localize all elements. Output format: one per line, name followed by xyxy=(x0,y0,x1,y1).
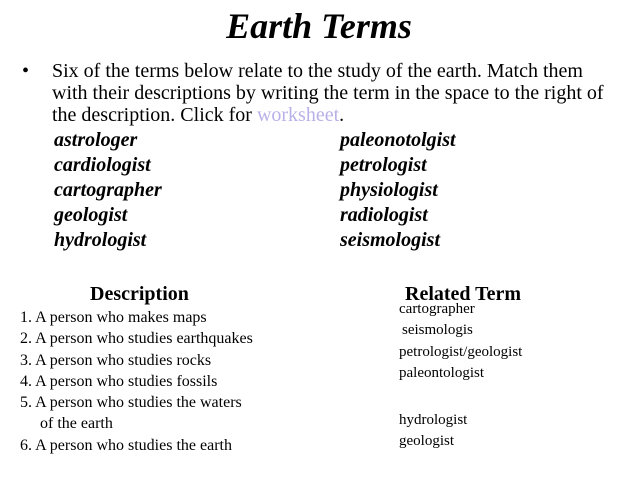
instructions-end: . xyxy=(339,104,345,126)
answer-6: geologist xyxy=(399,433,454,449)
answer-5: hydrologist xyxy=(399,412,468,428)
answer-2: seismologis xyxy=(402,322,473,338)
description-1: 1. A person who makes maps xyxy=(20,309,207,326)
answer-1: cartographer xyxy=(399,301,475,317)
description-2: 2. A person who studies earthquakes xyxy=(20,330,253,347)
instructions-text xyxy=(52,60,612,126)
description-5-continued: of the earth xyxy=(40,415,113,432)
term-left-2: cardiologist xyxy=(54,154,151,176)
related-term-header: Related Term xyxy=(405,283,522,305)
description-3: 3. A person who studies rocks xyxy=(20,352,212,369)
instructions-body: Six of the terms below relate to the study of the earth. Match them with their descriptions by writing the term in the space to the right of the description. Click for xyxy=(52,60,604,126)
bullet-marker: • xyxy=(22,60,30,82)
description-6: 6. A person who studies the earth xyxy=(20,437,232,454)
term-left-1: astrologer xyxy=(54,129,138,151)
term-right-1: paleonotolgist xyxy=(340,129,456,151)
term-right-5: seismologist xyxy=(340,229,441,251)
worksheet-link[interactable]: worksheet xyxy=(256,104,340,126)
description-5: 5. A person who studies the waters xyxy=(20,394,242,411)
description-4: 4. A person who studies fossils xyxy=(20,373,218,390)
term-right-2: petrologist xyxy=(340,154,427,176)
page-title: Earth Terms xyxy=(226,6,412,46)
term-right-3: physiologist xyxy=(340,179,438,201)
answer-4: paleontologist xyxy=(399,365,484,381)
term-left-4: geologist xyxy=(54,204,128,226)
term-right-4: radiologist xyxy=(340,204,428,226)
term-left-5: hydrologist xyxy=(54,229,147,251)
term-left-3: cartographer xyxy=(54,179,162,201)
description-header: Description xyxy=(90,283,189,305)
answer-3: petrologist/geologist xyxy=(399,344,523,360)
